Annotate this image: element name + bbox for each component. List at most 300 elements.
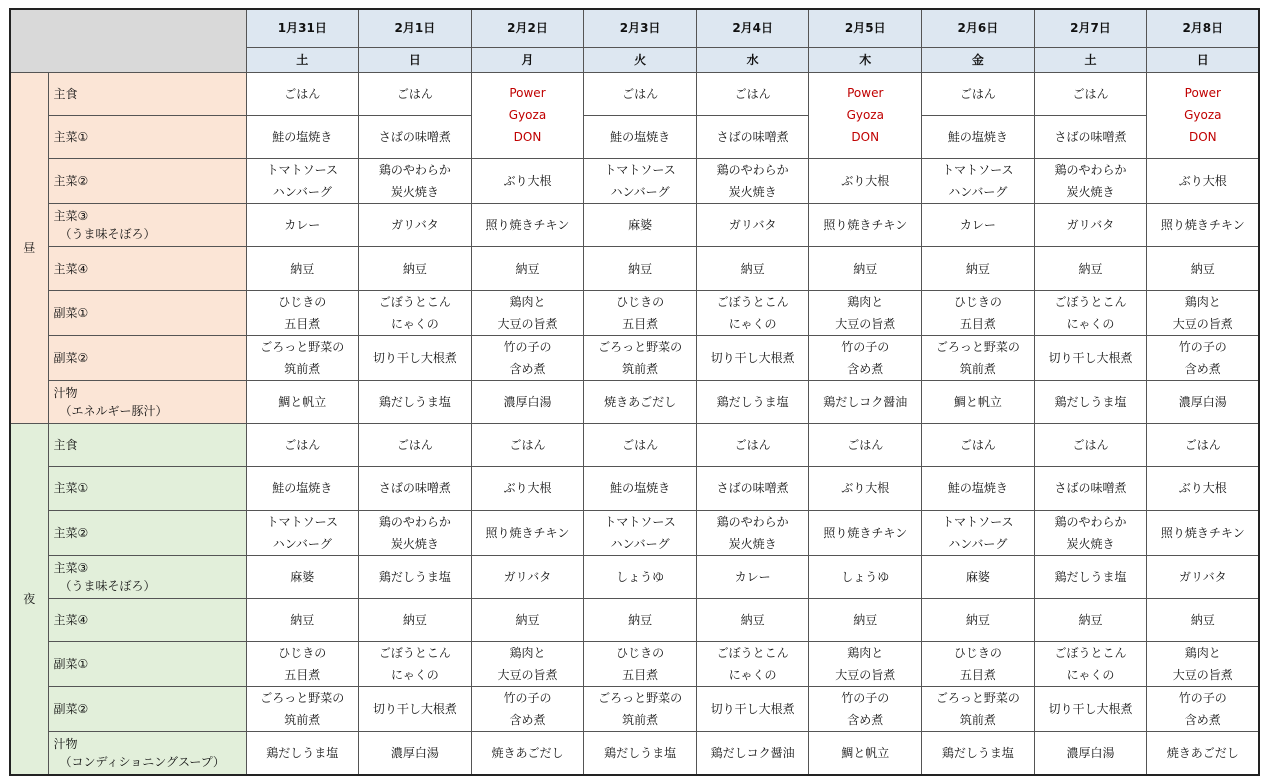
menu-text: ごぼうとこん bbox=[716, 294, 789, 309]
menu-text: にゃくの bbox=[391, 316, 439, 331]
special-menu-text: DON bbox=[1188, 130, 1217, 145]
menu-cell bbox=[246, 467, 359, 510]
menu-cell bbox=[1034, 598, 1147, 641]
menu-cell bbox=[246, 555, 359, 598]
menu-text: さばの味噌煮 bbox=[378, 481, 451, 496]
menu-text: ひじきの bbox=[616, 294, 665, 309]
menu-cell bbox=[359, 380, 472, 423]
menu-cell bbox=[359, 510, 472, 555]
menu-text: 切り干し大根煮 bbox=[710, 702, 795, 717]
category-text: 主菜④ bbox=[53, 613, 89, 628]
category-label bbox=[48, 290, 246, 335]
weekday-header: 日 bbox=[359, 47, 472, 72]
menu-text: 麻婆 bbox=[965, 569, 990, 584]
category-text: （うま味そぼろ） bbox=[59, 578, 156, 593]
menu-text: 納豆 bbox=[1078, 613, 1103, 628]
date-header: 2月2日 bbox=[471, 9, 584, 47]
menu-cell bbox=[696, 380, 809, 423]
menu-text: さばの味噌煮 bbox=[378, 129, 451, 144]
menu-text: 鶏だしコク醤油 bbox=[710, 746, 795, 761]
menu-text: ごぼうとこん bbox=[378, 646, 451, 661]
menu-text: 含め煮 bbox=[509, 361, 546, 376]
menu-cell bbox=[246, 732, 359, 775]
category-text: 副菜① bbox=[53, 305, 89, 320]
dinner-period-label: 夜 bbox=[10, 423, 48, 774]
menu-cell bbox=[1147, 423, 1260, 466]
menu-text: 鶏肉と bbox=[1184, 294, 1221, 309]
menu-cell bbox=[1034, 642, 1147, 687]
menu-cell bbox=[1147, 510, 1260, 555]
menu-text: 鶏だしうま塩 bbox=[941, 746, 1014, 761]
menu-text: ガリバタ bbox=[1066, 218, 1115, 233]
menu-text: ごぼうとこん bbox=[1054, 646, 1127, 661]
menu-cell bbox=[246, 642, 359, 687]
lunch-period-label: 昼 bbox=[10, 72, 48, 423]
menu-text: 竹の子の bbox=[841, 339, 890, 354]
menu-text: ごはん bbox=[622, 86, 659, 101]
menu-cell bbox=[922, 732, 1035, 775]
menu-cell bbox=[1147, 555, 1260, 598]
menu-text: 筑前煮 bbox=[284, 361, 321, 376]
menu-text: ぶり大根 bbox=[503, 174, 552, 189]
menu-cell bbox=[1034, 115, 1147, 158]
menu-text: カレー bbox=[284, 218, 321, 233]
menu-text: 鮭の塩焼き bbox=[947, 481, 1008, 496]
menu-cell bbox=[471, 732, 584, 775]
menu-text: ごろっと野菜の bbox=[598, 691, 683, 706]
menu-cell bbox=[1034, 159, 1147, 204]
menu-text: 切り干し大根煮 bbox=[1048, 702, 1133, 717]
menu-cell bbox=[922, 115, 1035, 158]
menu-text: 納豆 bbox=[290, 261, 315, 276]
category-label bbox=[48, 247, 246, 290]
table-row bbox=[10, 467, 1259, 510]
menu-text: 納豆 bbox=[965, 613, 990, 628]
menu-cell bbox=[809, 380, 922, 423]
menu-text: 納豆 bbox=[628, 261, 653, 276]
menu-cell bbox=[922, 72, 1035, 115]
menu-cell bbox=[1034, 732, 1147, 775]
menu-text: ごはん bbox=[1072, 438, 1109, 453]
menu-text: 濃厚白湯 bbox=[1178, 394, 1227, 409]
menu-text: 鶏肉と bbox=[847, 646, 884, 661]
menu-cell bbox=[471, 510, 584, 555]
menu-text: ひじきの bbox=[278, 294, 327, 309]
menu-text: 切り干し大根煮 bbox=[710, 350, 795, 365]
category-text: （エネルギー豚汁） bbox=[59, 403, 168, 418]
menu-cell bbox=[359, 467, 472, 510]
menu-cell bbox=[922, 555, 1035, 598]
menu-text: ひじきの bbox=[953, 294, 1002, 309]
menu-cell bbox=[1147, 247, 1260, 290]
weekday-header: 土 bbox=[1034, 47, 1147, 72]
date-header: 2月3日 bbox=[584, 9, 697, 47]
category-text: 主菜① bbox=[53, 129, 89, 144]
menu-cell bbox=[696, 598, 809, 641]
table-row bbox=[10, 510, 1259, 555]
menu-text: 筑前煮 bbox=[284, 713, 321, 728]
menu-cell bbox=[809, 642, 922, 687]
date-header: 2月5日 bbox=[809, 9, 922, 47]
menu-text: ハンバーグ bbox=[948, 536, 1008, 551]
menu-text: 鮭の塩焼き bbox=[272, 129, 333, 144]
table-row bbox=[10, 290, 1259, 335]
special-menu-cell bbox=[809, 72, 922, 159]
category-label bbox=[48, 467, 246, 510]
menu-text: さばの味噌煮 bbox=[716, 129, 789, 144]
menu-text: ごろっと野菜の bbox=[598, 339, 683, 354]
menu-text: ごぼうとこん bbox=[378, 294, 451, 309]
category-text: 主食 bbox=[53, 438, 78, 453]
menu-text: 鶏肉と bbox=[509, 294, 546, 309]
menu-text: 照り焼きチキン bbox=[823, 525, 908, 540]
category-label bbox=[48, 335, 246, 380]
category-label bbox=[48, 555, 246, 598]
menu-cell bbox=[1034, 247, 1147, 290]
menu-cell bbox=[584, 555, 697, 598]
menu-text: 納豆 bbox=[1190, 261, 1215, 276]
menu-text: 濃厚白湯 bbox=[1066, 746, 1115, 761]
table-row bbox=[10, 159, 1259, 204]
category-label bbox=[48, 687, 246, 732]
menu-text: 納豆 bbox=[853, 613, 878, 628]
menu-cell bbox=[922, 204, 1035, 247]
menu-cell bbox=[471, 380, 584, 423]
menu-cell bbox=[1034, 204, 1147, 247]
menu-text: ごはん bbox=[734, 86, 771, 101]
menu-cell bbox=[246, 423, 359, 466]
table-row bbox=[10, 115, 1259, 158]
menu-text: にゃくの bbox=[728, 316, 777, 331]
header-corner bbox=[10, 9, 246, 72]
table-row bbox=[10, 732, 1259, 775]
menu-text: ひじきの bbox=[278, 646, 327, 661]
special-menu-text: Gyoza bbox=[508, 108, 547, 123]
category-text: 汁物 bbox=[53, 385, 78, 400]
menu-cell bbox=[246, 247, 359, 290]
menu-cell bbox=[584, 423, 697, 466]
menu-cell bbox=[809, 247, 922, 290]
menu-text: ガリバタ bbox=[1178, 569, 1227, 584]
menu-text: さばの味噌煮 bbox=[716, 481, 789, 496]
menu-text: 鶏肉と bbox=[847, 294, 884, 309]
menu-text: 濃厚白湯 bbox=[503, 394, 552, 409]
special-menu-cell bbox=[471, 72, 584, 159]
special-menu-text: Power bbox=[509, 86, 546, 101]
menu-text: 大豆の旨煮 bbox=[835, 668, 896, 683]
menu-text: 鶏のやわらか bbox=[716, 514, 789, 529]
menu-cell bbox=[246, 598, 359, 641]
special-menu-text: DON bbox=[513, 130, 542, 145]
menu-text: 竹の子の bbox=[1178, 691, 1227, 706]
menu-cell bbox=[1034, 335, 1147, 380]
menu-cell bbox=[246, 687, 359, 732]
menu-text: 竹の子の bbox=[503, 339, 552, 354]
special-menu-text: Power bbox=[1184, 86, 1221, 101]
menu-text: ごはん bbox=[734, 438, 771, 453]
menu-text: ハンバーグ bbox=[610, 185, 670, 200]
menu-text: ぶり大根 bbox=[841, 174, 890, 189]
menu-cell bbox=[696, 687, 809, 732]
menu-text: ごはん bbox=[622, 438, 659, 453]
menu-cell bbox=[1034, 555, 1147, 598]
menu-cell bbox=[1147, 159, 1260, 204]
menu-cell bbox=[246, 204, 359, 247]
menu-cell bbox=[1034, 510, 1147, 555]
menu-text: 鶏のやわらか bbox=[378, 163, 451, 178]
menu-cell bbox=[584, 687, 697, 732]
menu-cell bbox=[1034, 290, 1147, 335]
date-header: 2月1日 bbox=[359, 9, 472, 47]
table-row bbox=[10, 423, 1259, 466]
menu-text: ごろっと野菜の bbox=[935, 339, 1020, 354]
menu-cell bbox=[471, 204, 584, 247]
menu-cell bbox=[922, 510, 1035, 555]
date-row bbox=[10, 9, 1259, 47]
table-row bbox=[10, 335, 1259, 380]
menu-cell bbox=[584, 380, 697, 423]
menu-text: 照り焼きチキン bbox=[1160, 525, 1245, 540]
menu-text: トマトソース bbox=[942, 163, 1014, 178]
menu-text: ガリバタ bbox=[391, 218, 439, 233]
menu-cell bbox=[471, 555, 584, 598]
menu-text: 納豆 bbox=[515, 613, 540, 628]
category-text: 主食 bbox=[53, 86, 78, 101]
menu-text: 鮭の塩焼き bbox=[272, 481, 333, 496]
menu-text: 五目煮 bbox=[622, 668, 659, 683]
menu-cell bbox=[809, 732, 922, 775]
menu-cell bbox=[1147, 335, 1260, 380]
menu-text: 含め煮 bbox=[1184, 361, 1221, 376]
menu-text: 竹の子の bbox=[503, 691, 552, 706]
table-row bbox=[10, 555, 1259, 598]
menu-cell bbox=[359, 204, 472, 247]
menu-text: ごろっと野菜の bbox=[260, 691, 345, 706]
special-menu-text: Gyoza bbox=[846, 108, 884, 123]
menu-text: ぶり大根 bbox=[1178, 174, 1227, 189]
category-label bbox=[48, 204, 246, 247]
menu-text: ごはん bbox=[284, 438, 321, 453]
menu-text: 切り干し大根煮 bbox=[372, 350, 457, 365]
table-row bbox=[10, 642, 1259, 687]
menu-cell bbox=[471, 290, 584, 335]
menu-text: 含め煮 bbox=[847, 361, 884, 376]
category-text: 副菜① bbox=[53, 657, 89, 672]
menu-cell bbox=[1147, 380, 1260, 423]
menu-cell bbox=[922, 423, 1035, 466]
menu-cell bbox=[246, 290, 359, 335]
menu-cell bbox=[696, 72, 809, 115]
menu-cell bbox=[1147, 642, 1260, 687]
menu-cell bbox=[359, 555, 472, 598]
menu-cell bbox=[1147, 204, 1260, 247]
table-header bbox=[10, 9, 1259, 72]
menu-cell bbox=[584, 598, 697, 641]
menu-text: トマトソース bbox=[266, 514, 338, 529]
menu-text: 含め煮 bbox=[509, 713, 546, 728]
menu-cell bbox=[1034, 423, 1147, 466]
menu-cell bbox=[696, 467, 809, 510]
menu-text: にゃくの bbox=[1066, 668, 1115, 683]
category-label bbox=[48, 72, 246, 115]
dinner-section bbox=[10, 423, 1259, 774]
menu-cell bbox=[696, 555, 809, 598]
menu-text: 納豆 bbox=[740, 261, 765, 276]
category-label bbox=[48, 380, 246, 423]
category-label bbox=[48, 423, 246, 466]
menu-cell bbox=[809, 687, 922, 732]
category-text: （うま味そぼろ） bbox=[59, 227, 156, 242]
menu-text: 納豆 bbox=[515, 261, 540, 276]
menu-text: ぶり大根 bbox=[503, 481, 552, 496]
menu-cell bbox=[696, 732, 809, 775]
date-header: 2月7日 bbox=[1034, 9, 1147, 47]
menu-text: 納豆 bbox=[853, 261, 878, 276]
category-text: 主菜③ bbox=[53, 209, 89, 224]
menu-text: カレー bbox=[734, 569, 771, 584]
menu-cell bbox=[584, 72, 697, 115]
menu-text: 納豆 bbox=[740, 613, 765, 628]
menu-cell bbox=[359, 335, 472, 380]
menu-cell bbox=[809, 555, 922, 598]
weekday-header: 土 bbox=[246, 47, 359, 72]
menu-cell bbox=[1147, 467, 1260, 510]
menu-text: 炭火焼き bbox=[390, 536, 439, 551]
menu-cell bbox=[584, 159, 697, 204]
menu-text: 納豆 bbox=[628, 613, 653, 628]
menu-text: 鶏だしうま塩 bbox=[1054, 569, 1127, 584]
menu-text: 炭火焼き bbox=[728, 185, 777, 200]
menu-text: 納豆 bbox=[1190, 613, 1215, 628]
menu-text: 筑前煮 bbox=[622, 361, 659, 376]
menu-text: 含め煮 bbox=[847, 713, 884, 728]
menu-text: ごはん bbox=[959, 438, 996, 453]
menu-text: 鶏のやわらか bbox=[716, 163, 789, 178]
menu-cell bbox=[1034, 380, 1147, 423]
menu-text: ごぼうとこん bbox=[716, 646, 789, 661]
menu-cell bbox=[922, 159, 1035, 204]
table-row bbox=[10, 598, 1259, 641]
menu-text: ごはん bbox=[1072, 86, 1109, 101]
menu-cell bbox=[584, 732, 697, 775]
menu-text: 炭火焼き bbox=[728, 536, 777, 551]
menu-text: トマトソース bbox=[266, 163, 338, 178]
special-menu-text: Power bbox=[847, 86, 884, 101]
category-text: 主菜② bbox=[53, 525, 89, 540]
menu-text: カレー bbox=[959, 218, 996, 233]
menu-text: ごろっと野菜の bbox=[935, 691, 1020, 706]
menu-text: 大豆の旨煮 bbox=[1172, 668, 1233, 683]
menu-text: 照り焼きチキン bbox=[1160, 218, 1245, 233]
menu-text: トマトソース bbox=[604, 514, 676, 529]
menu-cell bbox=[1147, 290, 1260, 335]
menu-text: ガリバタ bbox=[503, 569, 552, 584]
menu-text: 五目煮 bbox=[959, 316, 996, 331]
menu-text: ごはん bbox=[1184, 438, 1221, 453]
menu-cell bbox=[246, 72, 359, 115]
weekday-header: 木 bbox=[809, 47, 922, 72]
menu-cell bbox=[246, 115, 359, 158]
category-text: 主菜④ bbox=[53, 261, 89, 276]
menu-cell bbox=[584, 290, 697, 335]
menu-cell bbox=[922, 467, 1035, 510]
menu-cell bbox=[359, 598, 472, 641]
menu-text: さばの味噌煮 bbox=[1054, 129, 1127, 144]
menu-cell bbox=[471, 687, 584, 732]
table-row bbox=[10, 204, 1259, 247]
menu-text: 鶏のやわらか bbox=[1054, 514, 1127, 529]
menu-cell bbox=[809, 467, 922, 510]
menu-text: 麻婆 bbox=[628, 218, 653, 233]
menu-text: 納豆 bbox=[1078, 261, 1103, 276]
menu-text: 鮭の塩焼き bbox=[610, 481, 671, 496]
menu-text: 筑前煮 bbox=[622, 713, 659, 728]
menu-text: 麻婆 bbox=[290, 569, 315, 584]
menu-cell bbox=[922, 247, 1035, 290]
menu-text: 納豆 bbox=[965, 261, 990, 276]
lunch-section bbox=[10, 72, 1259, 423]
menu-cell bbox=[922, 642, 1035, 687]
menu-cell bbox=[696, 510, 809, 555]
category-text: 主菜③ bbox=[53, 560, 89, 575]
menu-text: トマトソース bbox=[942, 514, 1014, 529]
menu-text: 炭火焼き bbox=[1066, 185, 1115, 200]
menu-text: トマトソース bbox=[604, 163, 676, 178]
menu-text: 竹の子の bbox=[841, 691, 890, 706]
category-label bbox=[48, 732, 246, 775]
menu-text: 鶏のやわらか bbox=[378, 514, 451, 529]
menu-cell bbox=[246, 159, 359, 204]
menu-cell bbox=[246, 380, 359, 423]
menu-cell bbox=[922, 335, 1035, 380]
table-row bbox=[10, 687, 1259, 732]
menu-cell bbox=[1034, 687, 1147, 732]
menu-cell bbox=[584, 642, 697, 687]
menu-text: しょうゆ bbox=[616, 569, 665, 584]
menu-cell bbox=[471, 467, 584, 510]
menu-cell bbox=[1034, 72, 1147, 115]
menu-text: 納豆 bbox=[290, 613, 315, 628]
menu-cell bbox=[809, 598, 922, 641]
weekday-header: 水 bbox=[696, 47, 809, 72]
menu-text: ごはん bbox=[847, 438, 884, 453]
weekday-header: 金 bbox=[922, 47, 1035, 72]
menu-text: しょうゆ bbox=[841, 569, 890, 584]
menu-text: 鶏だしうま塩 bbox=[716, 394, 789, 409]
menu-text: 照り焼きチキン bbox=[485, 525, 570, 540]
menu-text: 五目煮 bbox=[622, 316, 659, 331]
menu-text: 切り干し大根煮 bbox=[1048, 350, 1133, 365]
menu-text: 鯛と帆立 bbox=[278, 394, 327, 409]
menu-text: 切り干し大根煮 bbox=[372, 702, 457, 717]
date-header: 2月4日 bbox=[696, 9, 809, 47]
date-header: 2月6日 bbox=[922, 9, 1035, 47]
menu-text: 大豆の旨煮 bbox=[1172, 316, 1233, 331]
menu-text: 鶏だしうま塩 bbox=[604, 746, 677, 761]
menu-text: 五目煮 bbox=[284, 668, 321, 683]
menu-text: ごはん bbox=[396, 438, 433, 453]
menu-cell bbox=[359, 642, 472, 687]
table-row bbox=[10, 380, 1259, 423]
menu-cell bbox=[359, 247, 472, 290]
menu-cell bbox=[359, 290, 472, 335]
menu-text: にゃくの bbox=[391, 668, 439, 683]
menu-cell bbox=[471, 642, 584, 687]
category-label bbox=[48, 598, 246, 641]
menu-text: 焼きあごだし bbox=[1166, 746, 1239, 761]
category-label bbox=[48, 115, 246, 158]
menu-cell bbox=[696, 642, 809, 687]
